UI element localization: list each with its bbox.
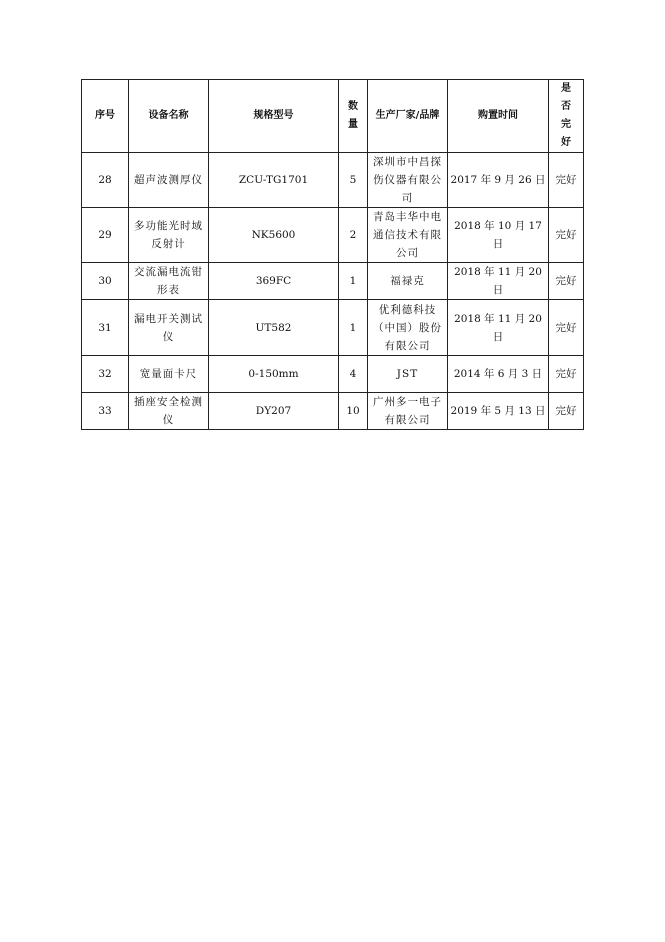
cell-name: 多功能光时域反射计 [129, 208, 209, 263]
table-row [82, 356, 584, 393]
header-cond-line3: 完 [561, 119, 571, 130]
header-model: 规格型号 [209, 80, 339, 153]
cell-maker: 广州多一电子有限公司 [368, 393, 448, 430]
header-cond-line1: 是 [561, 83, 571, 94]
cell-name: 漏电开关测试仪 [129, 300, 209, 356]
header-date: 购置时间 [448, 80, 549, 153]
cell-maker: 深圳市中昌探伤仪器有限公司 [368, 153, 448, 208]
table-row [82, 263, 584, 300]
header-index: 序号 [82, 80, 129, 153]
cell-name: 交流漏电流钳形表 [129, 263, 209, 300]
cell-qty: 4 [339, 356, 368, 393]
cell-date: 2019 年 5 月 13 日 [448, 393, 549, 430]
cell-model: UT582 [209, 300, 339, 356]
table-row [82, 208, 584, 263]
cell-date: 2018 年 11 月 20 日 [448, 300, 549, 356]
equipment-table [81, 79, 584, 430]
header-maker: 生产厂家/品牌 [368, 80, 448, 153]
cell-index: 30 [82, 263, 129, 300]
cell-index: 31 [82, 300, 129, 356]
cell-index: 29 [82, 208, 129, 263]
cell-model: 369FC [209, 263, 339, 300]
header-qty-line1: 数 [348, 101, 358, 112]
header-cond-line4: 好 [561, 137, 571, 148]
header-qty-line2: 量 [348, 119, 358, 130]
header-name: 设备名称 [129, 80, 209, 153]
cell-model: NK5600 [209, 208, 339, 263]
cell-index: 32 [82, 356, 129, 393]
cell-condition: 完好 [549, 153, 584, 208]
cell-maker: 福禄克 [368, 263, 448, 300]
cell-model: ZCU-TG1701 [209, 153, 339, 208]
table-row [82, 393, 584, 430]
cell-qty: 1 [339, 263, 368, 300]
cell-name: 宽量面卡尺 [129, 356, 209, 393]
cell-maker: JST [368, 356, 448, 393]
cell-date: 2018 年 10 月 17 日 [448, 208, 549, 263]
cell-model: 0-150mm [209, 356, 339, 393]
cell-condition: 完好 [549, 356, 584, 393]
cell-maker: 优利德科技（中国）股份有限公司 [368, 300, 448, 356]
cell-index: 28 [82, 153, 129, 208]
table-row [82, 153, 584, 208]
cell-condition: 完好 [549, 393, 584, 430]
cell-date: 2014 年 6 月 3 日 [448, 356, 549, 393]
cell-name: 插座安全检测仪 [129, 393, 209, 430]
header-cond-line2: 否 [561, 101, 571, 112]
cell-qty: 10 [339, 393, 368, 430]
cell-maker: 青岛丰华中电通信技术有限公司 [368, 208, 448, 263]
cell-qty: 2 [339, 208, 368, 263]
cell-condition: 完好 [549, 208, 584, 263]
cell-date: 2018 年 11 月 20 日 [448, 263, 549, 300]
table-row [82, 300, 584, 356]
cell-qty: 5 [339, 153, 368, 208]
cell-date: 2017 年 9 月 26 日 [448, 153, 549, 208]
cell-index: 33 [82, 393, 129, 430]
header-row [82, 80, 584, 153]
cell-model: DY207 [209, 393, 339, 430]
cell-name: 超声波测厚仪 [129, 153, 209, 208]
header-condition [549, 80, 584, 153]
cell-condition: 完好 [549, 300, 584, 356]
header-qty [339, 80, 368, 153]
cell-condition: 完好 [549, 263, 584, 300]
cell-qty: 1 [339, 300, 368, 356]
